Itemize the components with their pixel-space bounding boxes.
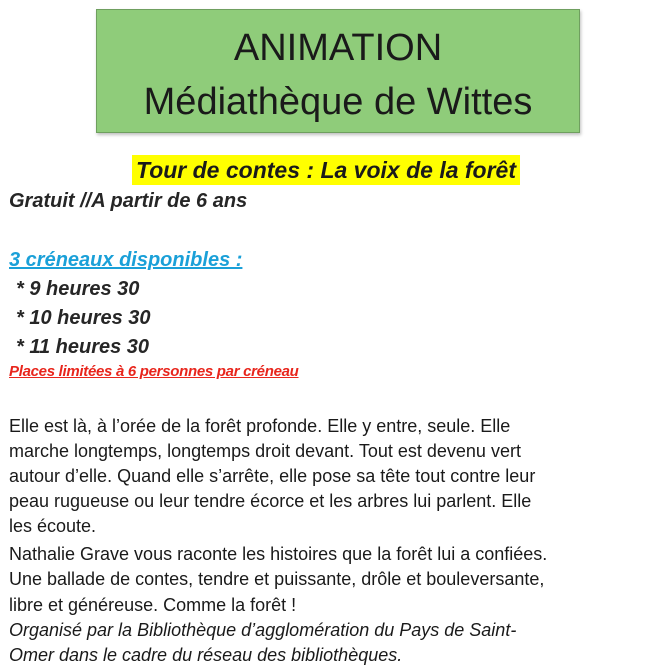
price-age-info: Gratuit //A partir de 6 ans — [9, 190, 248, 212]
slot-item: * 11 heures 30 — [16, 336, 150, 358]
event-subtitle: Tour de contes : La voix de la forêt — [132, 155, 520, 185]
description-line: Nathalie Grave vous raconte les histoires que la forêt lui a confiées. — [9, 544, 548, 564]
banner-title: ANIMATION — [233, 27, 443, 69]
description-line: libre et généreuse. Comme la forêt ! — [9, 595, 297, 615]
description-line: Elle est là, à l’orée de la forêt profonde. Elle y entre, seule. Elle — [9, 416, 511, 436]
slot-item: * 10 heures 30 — [16, 307, 151, 329]
slot-item: * 9 heures 30 — [16, 278, 140, 300]
description-line: peau rugueuse ou leur tendre écorce et les arbres lui parlent. Elle — [9, 491, 532, 511]
subtitle-container — [0, 155, 652, 185]
description-line: les écoute. — [9, 516, 97, 536]
description-line: autour d’elle. Quand elle s’arrête, elle pose sa tête tout contre leur — [9, 466, 536, 486]
title-banner — [96, 9, 580, 133]
description-line: marche longtemps, longtemps droit devant. Tout est devenu vert — [9, 441, 521, 461]
organizer-line: Organisé par la Bibliothèque d’agglomération du Pays de Saint- — [9, 620, 517, 640]
description-line: Une ballade de contes, tendre et puissante, drôle et bouleversante, — [9, 569, 545, 589]
places-limit-note: Places limitées à 6 personnes par créneau — [9, 363, 299, 380]
organizer-line: Omer dans le cadre du réseau des bibliothèques. — [9, 645, 403, 665]
slots-heading: 3 créneaux disponibles : — [9, 249, 243, 271]
banner-venue: Médiathèque de Wittes — [143, 81, 533, 123]
